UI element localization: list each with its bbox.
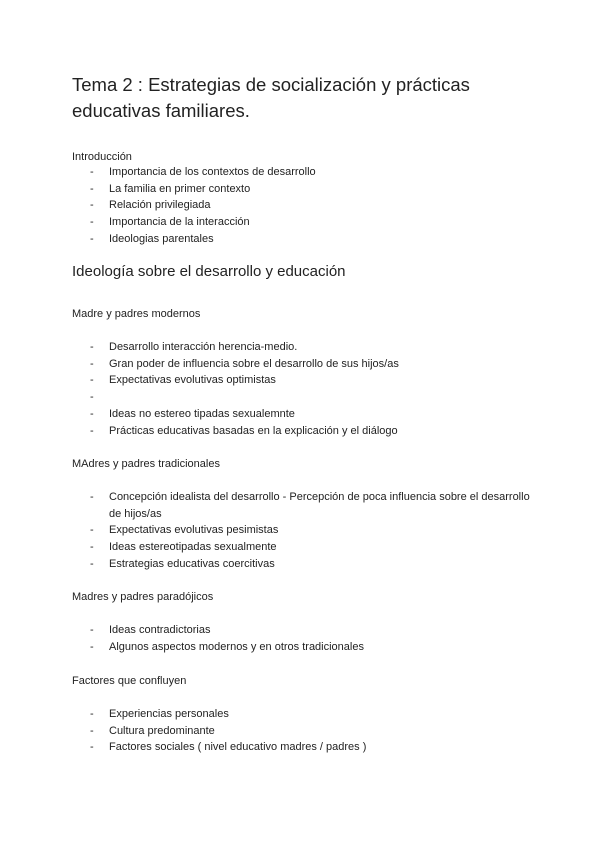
dash-bullet: - (90, 741, 94, 754)
modernos-list (72, 339, 532, 439)
list-item (72, 539, 532, 556)
list-item (72, 406, 532, 423)
dash-bullet: - (90, 232, 94, 245)
dash-bullet: - (90, 391, 94, 404)
list-item (72, 197, 532, 214)
dash-bullet: - (90, 541, 94, 554)
list-item (72, 639, 532, 656)
factores-label: Factores que confluyen (72, 675, 187, 687)
dash-bullet: - (90, 524, 94, 537)
list-item (72, 706, 532, 723)
intro-label: Introducción (72, 151, 132, 163)
dash-bullet: - (90, 341, 94, 353)
dash-bullet: - (90, 557, 94, 570)
list-item-text: Desarrollo interacción herencia-medio. (109, 341, 298, 353)
list-item-text: Relación privilegiada (109, 199, 211, 212)
list-item-text: Importancia de la interacción (109, 216, 250, 229)
list-item-text: Algunos aspectos modernos y en otros tradicionales (109, 640, 364, 653)
list-item (72, 356, 532, 373)
section-heading: Ideología sobre el desarrollo y educación (72, 263, 346, 280)
list-item-text: Prácticas educativas basadas en la explicación y el diálogo (109, 424, 398, 437)
tradicionales-list (72, 489, 532, 573)
dash-bullet: - (90, 491, 94, 503)
dash-bullet: - (90, 708, 94, 720)
list-item (72, 556, 532, 573)
list-item (72, 389, 532, 406)
list-item-text: Gran poder de influencia sobre el desarrollo de sus hijos/as (109, 357, 399, 370)
list-item-text: Cultura predominante (109, 724, 215, 737)
dash-bullet: - (90, 424, 94, 437)
dash-bullet: - (90, 216, 94, 229)
list-item-text: Expectativas evolutivas pesimistas (109, 524, 279, 537)
dash-bullet: - (90, 624, 94, 636)
list-item (72, 164, 532, 181)
list-item (72, 423, 532, 440)
document-title: Tema 2 : Estrategias de socialización y prácticas educativas familiares. (72, 74, 470, 121)
dash-bullet: - (90, 199, 94, 212)
list-item (72, 231, 532, 248)
list-item-text: Ideas contradictorias (109, 624, 211, 636)
dash-bullet: - (90, 182, 94, 195)
list-item (72, 339, 532, 356)
dash-bullet: - (90, 374, 94, 387)
dash-bullet: - (90, 166, 94, 178)
dash-bullet: - (90, 357, 94, 370)
list-item (72, 489, 532, 522)
list-item-text: Ideologias parentales (109, 232, 214, 245)
list-item (72, 522, 532, 539)
dash-bullet: - (90, 640, 94, 653)
list-item (72, 723, 532, 740)
dash-bullet: - (90, 724, 94, 737)
paradojicos-list (72, 622, 532, 655)
list-item (72, 372, 532, 389)
list-item (72, 739, 532, 756)
list-item-text: Ideas estereotipadas sexualmente (109, 541, 277, 554)
intro-list (72, 164, 532, 248)
paradojicos-label: Madres y padres paradójicos (72, 591, 214, 603)
list-item-text: Concepción idealista del desarrollo - Percepción de poca influencia sobre el desarrollo de hijos/as (109, 491, 530, 520)
list-item-text: Expectativas evolutivas optimistas (109, 374, 276, 387)
modernos-label: Madre y padres modernos (72, 308, 201, 320)
list-item-text: La familia en primer contexto (109, 182, 251, 195)
list-item-text: Experiencias personales (109, 708, 229, 720)
list-item-text: Factores sociales ( nivel educativo madres / padres ) (109, 741, 367, 754)
list-item (72, 622, 532, 639)
list-item (72, 181, 532, 198)
dash-bullet: - (90, 407, 94, 420)
list-item-text: Importancia de los contextos de desarrollo (109, 166, 316, 178)
list-item-text: Estrategias educativas coercitivas (109, 557, 275, 570)
factores-list (72, 706, 532, 756)
list-item-text: Ideas no estereo tipadas sexualemnte (109, 407, 295, 420)
list-item (72, 214, 532, 231)
tradicionales-label: MAdres y padres tradicionales (72, 458, 220, 470)
